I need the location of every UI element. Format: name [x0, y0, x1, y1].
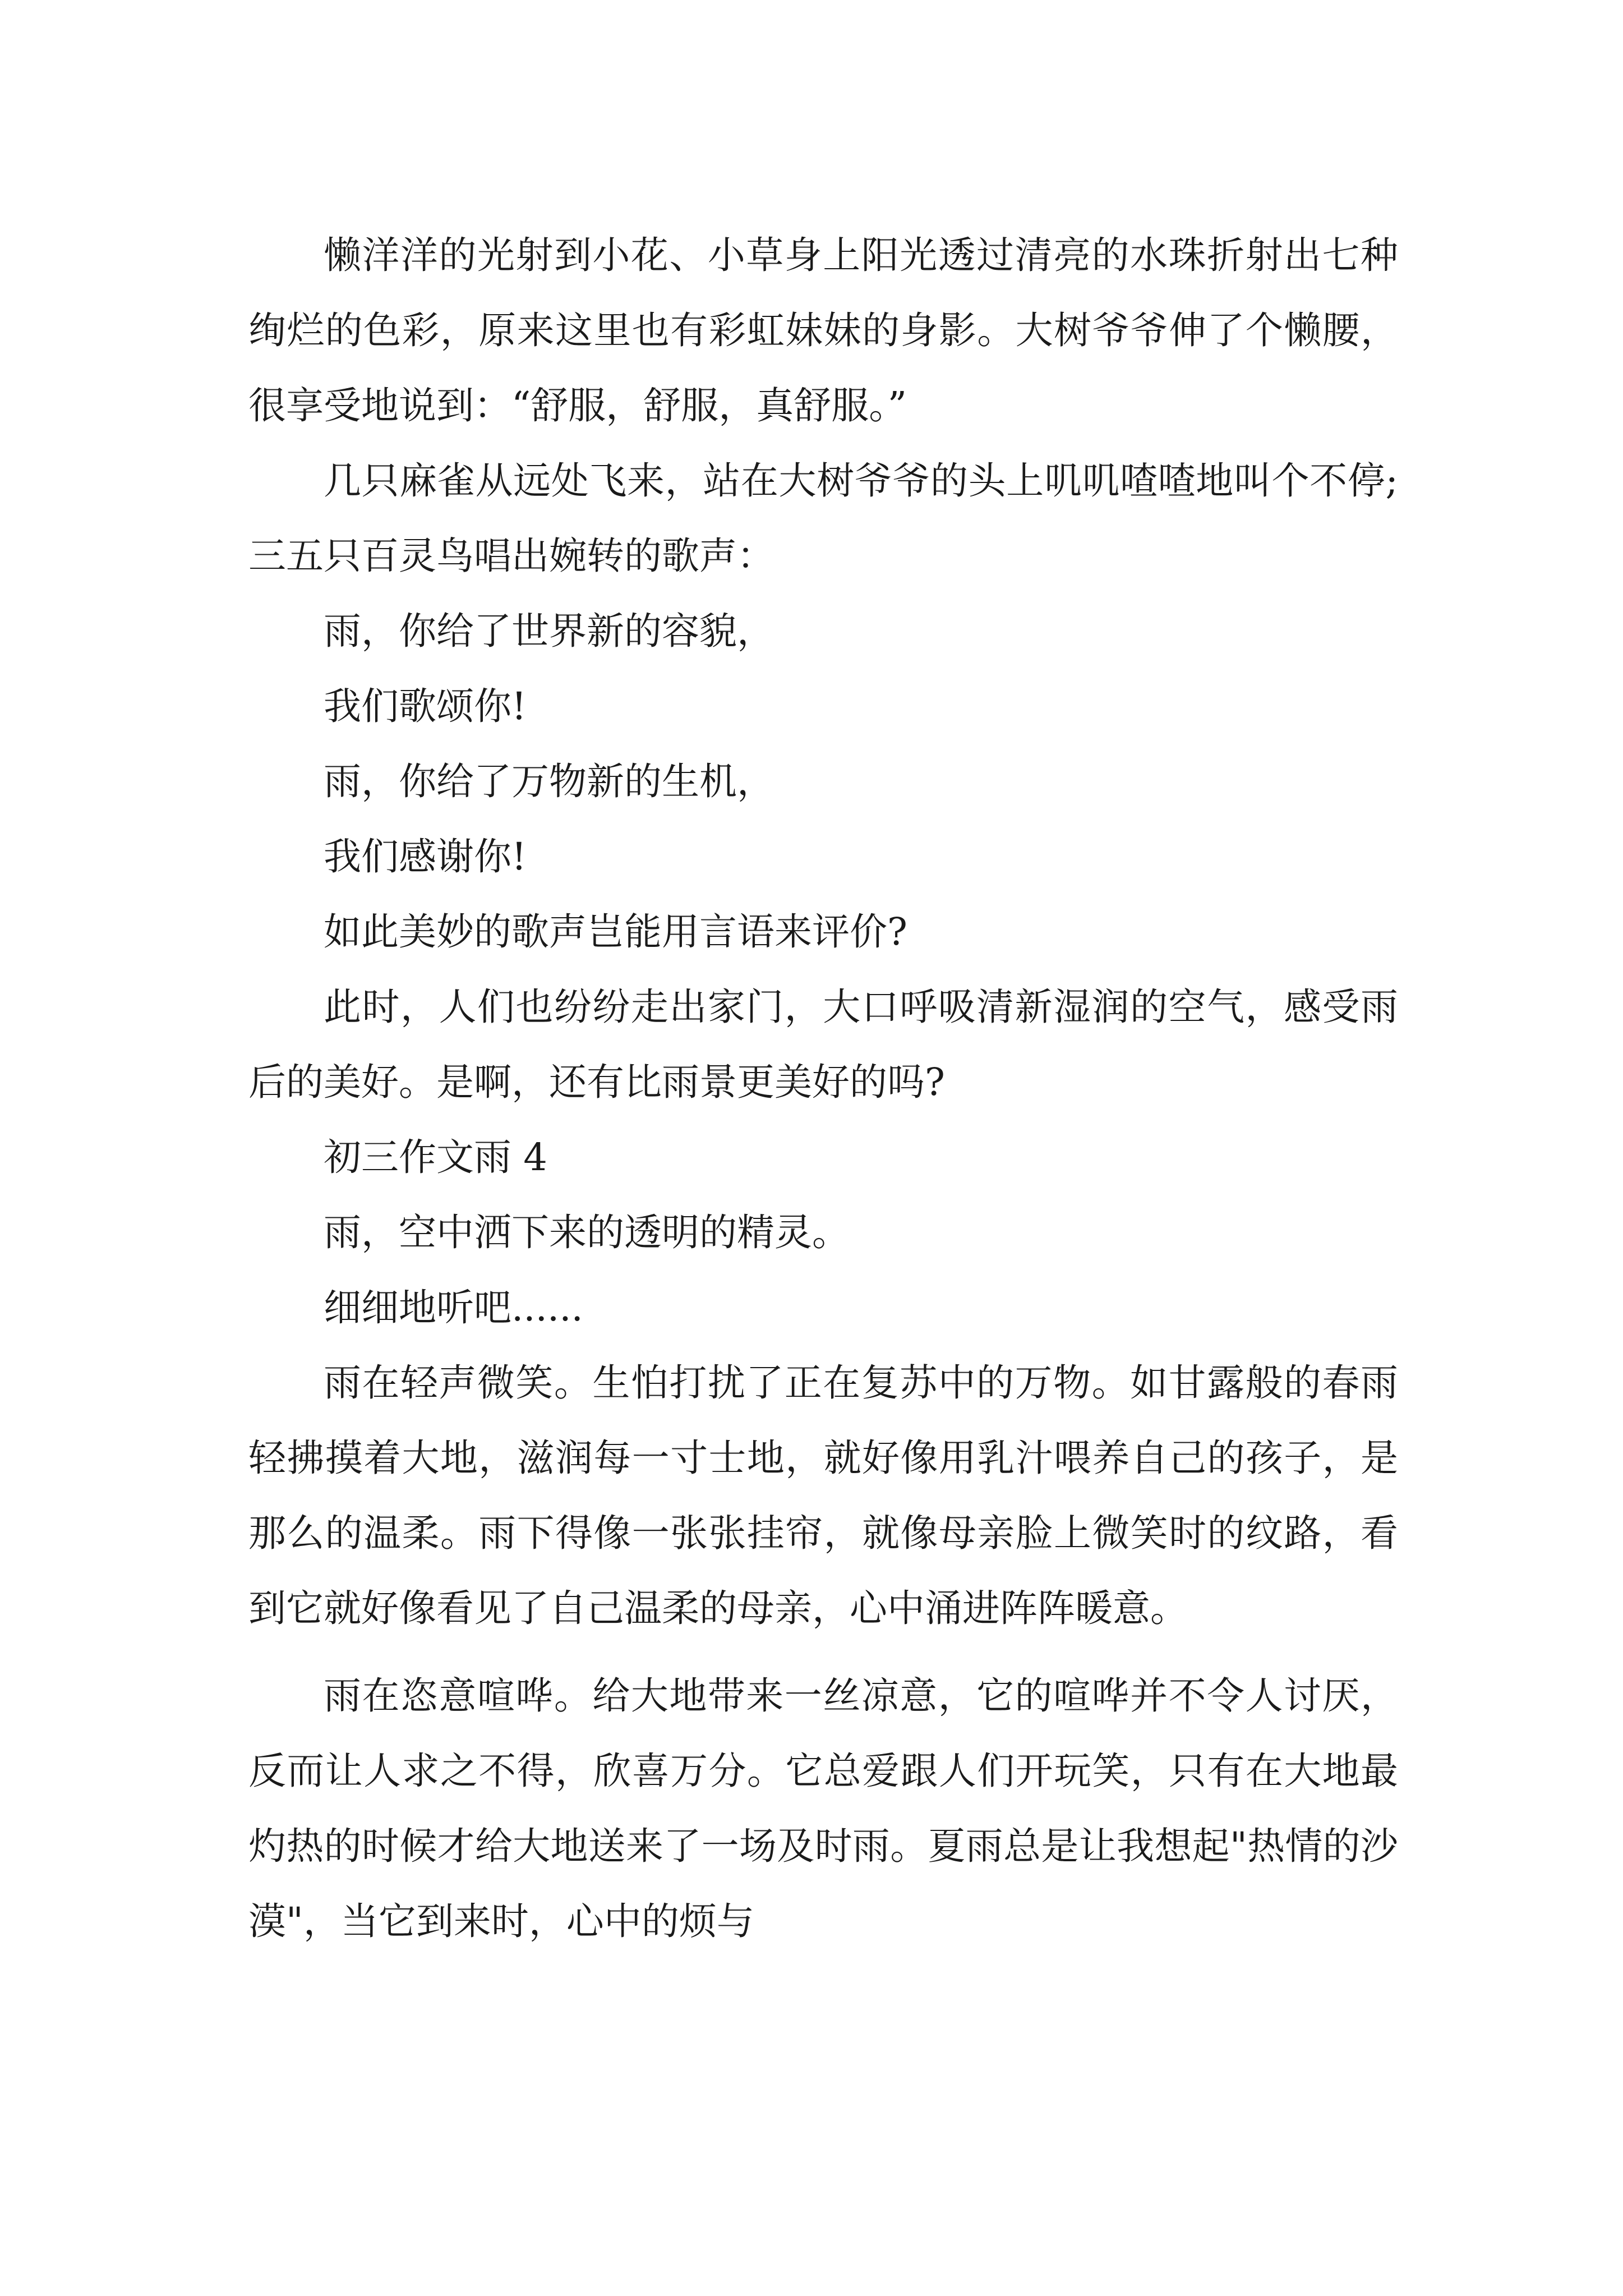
section-heading: 初三作文雨 4	[324, 1135, 547, 1179]
poem-line-2: 我们歌颂你!	[324, 684, 527, 728]
document-page	[248, 218, 1398, 1959]
paragraph-sparrows: 几只麻雀从远处飞来，站在大树爷爷的头上叽叽喳喳地叫个不停;三五只百灵鸟唱出婉转的歌声：	[248, 459, 1398, 578]
paragraph-sunlight: 懒洋洋的光射到小花、小草身上阳光透过清亮的水珠折射出七种绚烂的色彩，原来这里也有彩虹妹妹的身影。大树爷爷伸了个懒腰，很享受地说到：“舒服，舒服，真舒服。”	[248, 233, 1398, 427]
paragraph-listen: 细细地听吧......	[324, 1286, 583, 1329]
paragraph-rain-spirit: 雨，空中洒下来的透明的精灵。	[324, 1211, 850, 1254]
paragraph-song-praise: 如此美妙的歌声岂能用言语来评价?	[324, 910, 907, 954]
paragraph-summer-rain: 雨在恣意喧哗。给大地带来一丝凉意，它的喧哗并不令人讨厌，反而让人求之不得，欣喜万分。它总爱跟人们开玩笑，只有在大地最灼热的时候才给大地送来了一场及时雨。夏雨总是让我想起"热情的沙漠"，当它到来时，心中的烦与	[248, 1674, 1398, 1943]
paragraph-people: 此时，人们也纷纷走出家门，大口呼吸清新湿润的空气，感受雨后的美好。是啊，还有比雨景更美好的吗?	[248, 985, 1398, 1104]
poem-line-3: 雨，你给了万物新的生机，	[324, 760, 774, 803]
poem-line-4: 我们感谢你!	[324, 835, 527, 878]
paragraph-spring-rain: 雨在轻声微笑。生怕打扰了正在复苏中的万物。如甘露般的春雨轻拂摸着大地，滋润每一寸士地，就好像用乳汁喂养自己的孩子，是那么的温柔。雨下得像一张张挂帘，就像母亲脸上微笑时的纹路，看到它就好像看见了自己温柔的母亲，心中涌进阵阵暖意。	[248, 1361, 1398, 1630]
poem-line-1: 雨，你给了世界新的容貌，	[324, 609, 774, 653]
